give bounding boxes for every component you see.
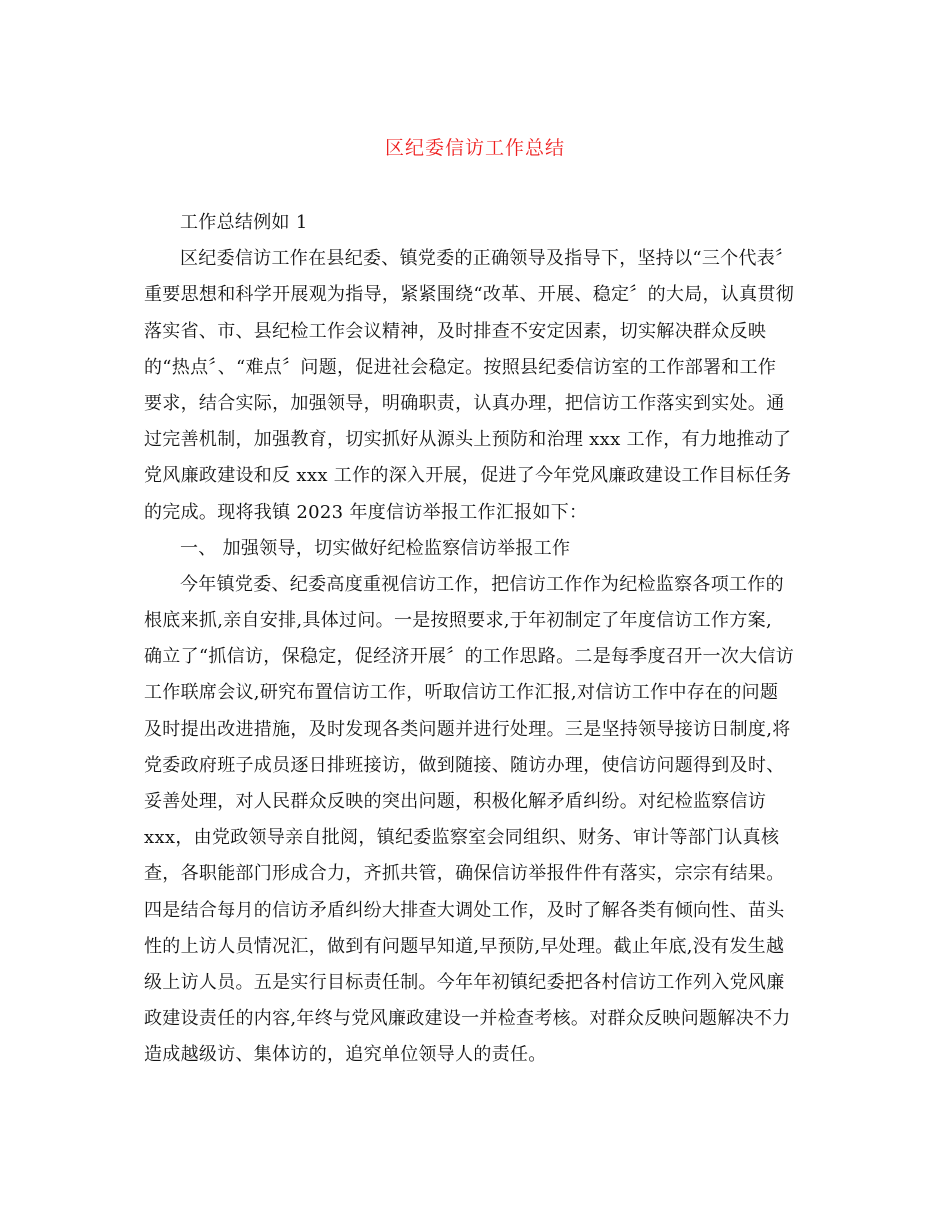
paragraph-line: 要求，结合实际，加强领导，明确职责，认真办理，把信访工作落实到实处。通: [144, 392, 785, 414]
paragraph-line: 级上访人员。五是实行目标责任制。今年年初镇纪委把各村信访工作列入党风廉: [144, 971, 785, 993]
paragraph-line: xxx，由党政领导亲自批阅，镇纪委监察室会同组织、财务、审计等部门认真核: [144, 827, 780, 849]
paragraph-line: 重要思想和科学开展观为指导，紧紧围绕“改革、开展、稳定〞的大局，认真贯彻: [144, 284, 794, 306]
section-heading-example: 工作总结例如 1: [180, 212, 308, 233]
paragraph-line: 落实省、市、县纪检工作会议精神，及时排查不安定因素，切实解决群众反映: [144, 320, 767, 342]
document-title: 区纪委信访工作总结: [384, 137, 565, 159]
paragraph-line: 及时提出改进措施，及时发现各类问题并进行处理。三是坚持领导接访日制度,将: [144, 718, 791, 740]
paragraph-line: 政建设责任的内容,年终与党风廉政建设一并检查考核。对群众反映问题解决不力: [144, 1008, 791, 1030]
paragraph-line: 今年镇党委、纪委高度重视信访工作，把信访工作作为纪检监察各项工作的: [180, 573, 784, 595]
paragraph-line: 的“热点〞、“难点〞问题，促进社会稳定。按照县纪委信访室的工作部署和工作: [144, 356, 777, 378]
paragraph-line: 性的上访人员情况汇，做到有问题早知道,早预防,早处理。截止年底,没有发生越: [144, 935, 785, 957]
paragraph-line: 工作联席会议,研究布置信访工作，听取信访工作汇报,对信访工作中存在的问题: [144, 682, 779, 704]
paragraph-line: 四是结合每月的信访矛盾纠纷大排查大调处工作，及时了解各类有倾向性、苗头: [144, 899, 785, 921]
paragraph-line: 过完善机制，加强教育，切实抓好从源头上预防和治理 xxx 工作，有力地推动了: [144, 429, 792, 451]
paragraph-line: 区纪委信访工作在县纪委、镇党委的正确领导及指导下，坚持以“三个代表〞: [180, 248, 794, 270]
paragraph-line: 的完成。现将我镇 2023 年度信访举报工作汇报如下：: [144, 501, 588, 523]
paragraph-line: 确立了“抓信访，保稳定，促经济开展〞的工作思路。二是每季度召开一次大信访: [144, 646, 794, 668]
paragraph-line: 查，各职能部门形成合力，齐抓共管，确保信访举报件件有落实，宗宗有结果。: [144, 863, 785, 885]
paragraph-line: 造成越级访、集体访的，追究单位领导人的责任。: [144, 1044, 547, 1066]
paragraph-line: 党委政府班子成员逐日排班接访，做到随接、随访办理，使信访问题得到及时、: [144, 754, 785, 776]
paragraph-line: 根底来抓,亲自安排,具体过问。一是按照要求,于年初制定了年度信访工作方案,: [144, 610, 772, 632]
paragraph-line: 妥善处理，对人民群众反映的突出问题，积极化解矛盾纠纷。对纪检监察信访: [144, 791, 767, 812]
section-heading-1: 一、 加强领导，切实做好纪检监察信访举报工作: [180, 537, 571, 559]
document-body: [144, 205, 808, 1074]
paragraph-line: 党风廉政建设和反 xxx 工作的深入开展，促进了今年党风廉政建设工作目标任务: [144, 465, 792, 487]
